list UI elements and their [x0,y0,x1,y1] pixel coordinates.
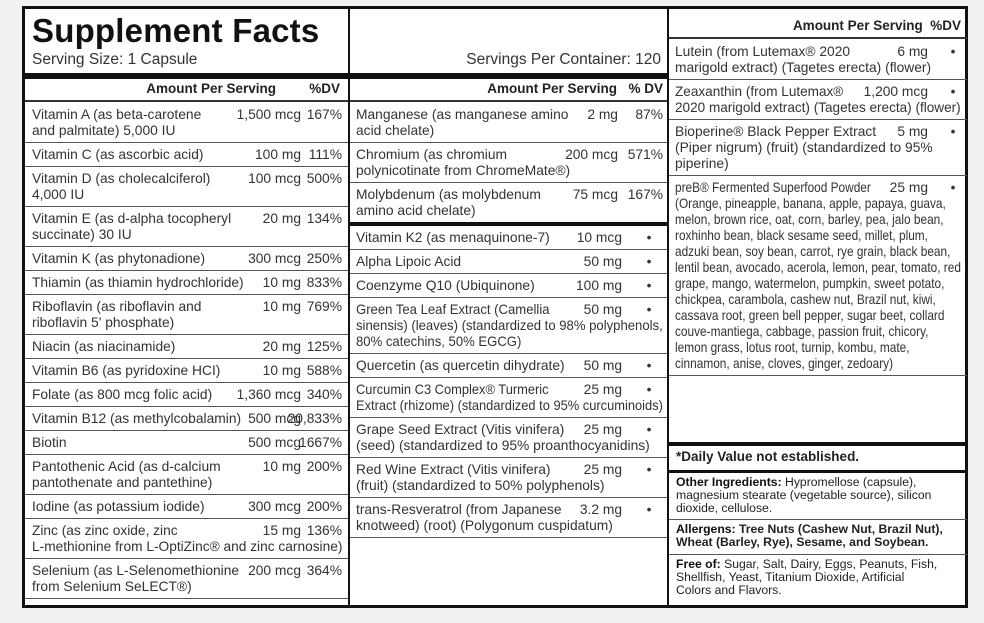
nutrient-name [32,339,175,355]
thick-divider [25,73,348,79]
thick-divider [350,73,669,79]
nutrient-amount: 20 mg [262,339,301,354]
nutrient-amount: 10 mcg [576,230,622,245]
row-divider [350,377,669,378]
divider [669,519,967,520]
nutrient-dv: 1667% [299,435,342,450]
nutrient-name [32,411,241,427]
row-divider [350,353,669,354]
nutrient-amount: 75 mcg [572,187,618,202]
nutrient-name-line: polynicotinate from ChromeMate®) [356,163,571,178]
nutrient-dv: • [646,254,652,269]
nutrient-name-line: and palmitate) 5,000 IU [32,123,176,138]
row-divider [350,273,669,274]
nutrient-name-line: Coenzyme Q10 (Ubiquinone) [356,278,535,293]
nutrient-name [32,459,221,491]
nutrient-dv: • [646,502,652,517]
nutrient-name-line: Selenium (as L-Selenomethionine [32,563,240,578]
nutrient-name-line: (seed) (standardized to 95% proanthocyanidins) [356,438,650,453]
nutrient-dv: 125% [306,339,342,354]
thick-divider [350,222,669,226]
nutrient-name-line: preB® Fermented Superfood Powder [675,180,871,195]
other-ingredients-line: magnesium stearate (vegetable source), silicon [676,488,932,502]
nutrient-amount: 5 mg [897,124,928,139]
allergens-label: Allergens: [676,522,736,536]
thick-divider [669,442,967,446]
nutrient-name-line: Alpha Lipoic Acid [356,254,462,269]
nutrient-name-line: (fruit) (standardized to 50% polyphenols) [356,478,605,493]
nutrient-name-line: marigold extract) (Tagetes erecta) (flower) [675,60,932,75]
nutrient-name [32,107,201,139]
nutrient-name-line: Riboflavin (as riboflavin and [32,299,202,314]
amount-header: Amount Per Serving [487,81,617,96]
amount-dv-header [793,18,961,33]
nutrient-dv: 136% [306,523,342,538]
nutrient-name [356,382,685,414]
nutrient-name-line: Molybdenum (as molybdenum [356,187,541,202]
nutrient-name-line: Niacin (as niacinamide) [32,339,176,354]
row-divider [25,334,348,335]
amount-header: Amount Per Serving [146,81,276,96]
supplement-facts-label [22,6,968,608]
nutrient-name [32,171,210,203]
ingredient-line: cinnamon, anise, cloves, ginger, zedoary) [675,356,894,371]
nutrient-name [356,254,461,270]
daily-value-note: *Daily Value not established. [676,449,860,464]
nutrient-dv: 769% [306,299,342,314]
nutrient-amount: 10 mg [262,363,301,378]
nutrient-amount: 15 mg [262,523,301,538]
free-of-label: Free of: [676,557,721,571]
nutrient-amount: 6 mg [897,44,928,59]
allergens-line: Tree Nuts (Cashew Nut, Brazil Nut), [735,522,943,536]
nutrient-dv: 340% [306,387,342,402]
nutrient-name [675,44,931,76]
nutrient-name-line: from Selenium SeLECT®) [32,579,192,594]
row-divider [25,494,348,495]
ingredient-line: melon, brown rice, oat, corn, barley, pea, jalo bean, [675,212,944,227]
nutrient-dv: 134% [306,211,342,226]
nutrient-dv: 571% [627,147,663,162]
nutrient-name-line: Grape Seed Extract (Vitis vinifera) [356,422,565,437]
nutrient-name-line: Vitamin B6 (as pyridoxine HCI) [32,363,221,378]
ingredient-line: chickpea, carambola, cashew nut, Brazil nut, kiwi, [675,292,936,307]
ingredient-line: lemon grass, lotus root, turnip, kombu, mate, [675,340,910,355]
nutrient-name [356,302,679,350]
nutrient-name-line: Extract (rhizome) (standardized to 95% curcuminoids) [356,398,663,413]
nutrient-name [356,462,604,494]
nutrient-dv: • [646,302,652,317]
row-divider [25,142,348,143]
nutrient-name-line: Chromium (as chromium [356,147,508,162]
row-divider [25,598,348,599]
nutrient-dv: • [646,382,652,397]
divider [669,554,967,555]
other-ingredients-line: Hypromellose (capsule), [781,475,917,489]
nutrient-name-line: Zinc (as zinc oxide, zinc [32,523,178,538]
row-divider [25,406,348,407]
nutrient-name [356,358,565,374]
nutrient-name-line: L-methionine from L-OptiZinc® and zinc carnosine) [32,539,343,554]
row-divider [25,246,348,247]
other-ingredients-line: dioxide, cellulose. [676,501,773,515]
ingredient-line: adzuki bean, soy bean, carrot, rye grain, black bean, [675,244,951,259]
nutrient-dv: • [950,180,956,195]
ingredient-line: (Orange, pineapple, banana, apple, papaya, guava, [675,196,946,211]
nutrient-dv: • [950,44,956,59]
row-divider [25,358,348,359]
nutrient-name [32,387,212,403]
nutrient-dv: 588% [306,363,342,378]
nutrient-amount: 10 mg [262,275,301,290]
dv-header: % DV [628,81,663,96]
nutrient-name-line: Vitamin A (as beta-carotene [32,107,202,122]
nutrient-name-line: succinate) 30 IU [32,227,132,242]
column-2 [348,9,669,605]
ingredient-line: lentil bean, avocado, acerola, lemon, pear, tomato, red [675,260,961,275]
nutrient-name [356,147,570,179]
nutrient-amount: 25 mg [889,180,928,195]
nutrient-amount: 10 mg [262,459,301,474]
nutrient-dv: • [646,230,652,245]
nutrient-name [356,278,535,294]
nutrient-amount: 100 mg [575,278,622,293]
nutrient-name-line: Vitamin K (as phytonadione) [32,251,206,266]
nutrient-dv: 111% [308,147,342,162]
nutrient-amount: 25 mg [583,382,622,397]
amount-header: Amount Per Serving [792,18,923,33]
nutrient-amount: 1,500 mcg [236,107,301,122]
nutrient-name [356,187,541,219]
row-divider [669,375,967,376]
nutrient-name-line: Thiamin (as thiamin hydrochloride) [32,275,244,290]
column-3 [667,9,967,605]
header-divider [350,100,669,102]
nutrient-amount: 50 mg [583,302,622,317]
row-divider [25,518,348,519]
ingredient-line: roxhinho bean, black sesame seed, millet, plum, [675,228,928,243]
nutrient-name-line: Vitamin D (as cholecalciferol) [32,171,211,186]
nutrient-name-line: amino acid chelate) [356,203,476,218]
row-divider [669,175,967,176]
nutrient-amount: 200 mcg [248,563,301,578]
nutrient-name-line: Vitamin E (as d-alpha tocopheryl [32,211,232,226]
ingredient-line: couve-mantiega, cabbage, passion fruit, chicory, [675,324,929,339]
row-divider [350,497,669,498]
nutrient-name [32,435,67,451]
nutrient-name [32,251,205,267]
nutrient-name-line: 4,000 IU [32,187,85,202]
nutrient-dv: • [646,462,652,477]
serving-size: Serving Size: 1 Capsule [32,51,198,68]
nutrient-name-line: Iodine (as potassium iodide) [32,499,205,514]
nutrient-amount: 300 mcg [248,251,301,266]
row-divider [25,382,348,383]
nutrient-name [675,124,933,172]
row-divider [350,537,669,538]
nutrient-amount: 50 mg [583,254,622,269]
nutrient-name-line: Manganese (as manganese amino [356,107,569,122]
nutrient-amount: 100 mcg [248,171,301,186]
nutrient-amount: 500 mcg [248,411,301,426]
nutrient-dv: • [646,422,652,437]
nutrient-dv: • [646,358,652,373]
nutrient-name-line: acid chelate) [356,123,435,138]
nutrient-dv: 500% [306,171,342,186]
row-divider [25,270,348,271]
row-divider [25,206,348,207]
nutrient-name-line: 80% catechins, 50% EGCG) [356,334,522,349]
nutrient-name [32,275,244,291]
row-divider [25,558,348,559]
nutrient-amount: 200 mcg [565,147,618,162]
nutrient-name [356,502,613,534]
nutrient-amount: 20 mg [262,211,301,226]
header-divider [669,37,967,39]
dv-header: %DV [930,18,961,33]
row-divider [350,249,669,250]
nutrient-name [32,147,204,163]
nutrient-name-line: (Piper nigrum) (fruit) (standardized to 95% [675,140,933,155]
nutrient-name-line: knotweed) (root) (Polygonum cuspidatum) [356,518,613,533]
row-divider [25,294,348,295]
nutrient-name-line: trans-Resveratrol (from Japanese [356,502,562,517]
nutrient-name [356,107,568,139]
nutrient-name-line: Folate (as 800 mcg folic acid) [32,387,213,402]
row-divider [25,454,348,455]
nutrient-name [32,211,231,243]
row-divider [350,457,669,458]
free-of-line: Colors and Flavors. [676,583,782,597]
other-ingredients [676,476,931,515]
allergens [676,523,943,549]
nutrient-dv: • [950,124,956,139]
nutrient-amount: 25 mg [583,462,622,477]
nutrient-name-line: Red Wine Extract (Vitis vinifera) [356,462,551,477]
header-divider [25,100,348,102]
nutrient-name-line: Pantothenic Acid (as d-calcium [32,459,221,474]
ingredient-line: grape, mango, watermelon, pumpkin, sweet potato, [675,276,945,291]
nutrient-amount: 1,360 mcg [236,387,301,402]
nutrient-dv: 20,833% [287,411,342,426]
nutrient-amount: 50 mg [583,358,622,373]
nutrient-name-line: Vitamin B12 (as methylcobalamin) [32,411,242,426]
thick-divider [669,470,967,473]
nutrient-dv: 87% [635,107,663,122]
nutrient-name-line: piperine) [675,156,729,171]
nutrient-dv: 167% [627,187,663,202]
nutrient-dv: 250% [306,251,342,266]
nutrient-name [675,180,984,372]
nutrient-dv: 200% [306,499,342,514]
nutrient-dv: • [950,84,956,99]
nutrient-name [32,563,239,595]
label-title: Supplement Facts [32,12,320,49]
nutrient-amount: 300 mcg [248,499,301,514]
nutrient-amount: 100 mg [254,147,301,162]
nutrient-name [32,363,220,379]
servings-per-container: Servings Per Container: 120 [466,51,661,68]
nutrient-amount: 2 mg [587,107,618,122]
nutrient-name-line: pantothenate and pantethine) [32,475,213,490]
nutrient-name-line: Vitamin C (as ascorbic acid) [32,147,204,162]
nutrient-name-line: Lutein (from Lutemax® 2020 [675,44,851,59]
free-of [676,558,937,597]
nutrient-dv: 200% [306,459,342,474]
nutrient-name-line: Vitamin K2 (as menaquinone-7) [356,230,550,245]
free-of-line: Sugar, Salt, Dairy, Eggs, Peanuts, Fish, [720,557,938,571]
row-divider [350,417,669,418]
nutrient-name-line: Zeaxanthin (from Lutemax® [675,84,844,99]
nutrient-amount: 1,200 mcg [863,84,928,99]
nutrient-amount: 25 mg [583,422,622,437]
free-of-line: Shellfish, Yeast, Titanium Dioxide, Artificial [676,570,905,584]
dv-header: %DV [309,81,340,96]
nutrient-amount: 10 mg [262,299,301,314]
nutrient-name [32,299,201,331]
nutrient-name-line: 2020 marigold extract) (Tagetes erecta) (flower) [675,100,961,115]
nutrient-amount: 500 mcg [248,435,301,450]
nutrient-name-line: Bioperine® Black Pepper Extract [675,124,877,139]
nutrient-dv: 833% [306,275,342,290]
row-divider [350,297,669,298]
nutrient-name-line: Green Tea Leaf Extract (Camellia [356,302,550,317]
nutrient-amount: 3.2 mg [579,502,622,517]
row-divider [25,430,348,431]
row-divider [25,166,348,167]
nutrient-name-line: Curcumin C3 Complex® Turmeric [356,382,549,397]
row-divider [350,182,669,183]
nutrient-name-line: Biotin [32,435,67,450]
other-ingredients-label: Other Ingredients: [676,475,782,489]
nutrient-name [32,499,205,515]
nutrient-name-line: Quercetin (as quercetin dihydrate) [356,358,565,373]
allergens-line: Wheat (Barley, Rye), Sesame, and Soybean. [676,535,929,549]
nutrient-dv: • [646,278,652,293]
row-divider [669,79,967,80]
column-1 [25,9,348,605]
row-divider [669,119,967,120]
nutrient-name [356,230,550,246]
nutrient-dv: 167% [306,107,342,122]
nutrient-name-line: riboflavin 5' phosphate) [32,315,175,330]
ingredient-line: cassava root, green bell pepper, sugar beet, collard [675,308,945,323]
nutrient-name-line: sinensis) (leaves) (standardized to 98% polyphenols, [356,318,663,333]
row-divider [350,142,669,143]
nutrient-dv: 364% [306,563,342,578]
